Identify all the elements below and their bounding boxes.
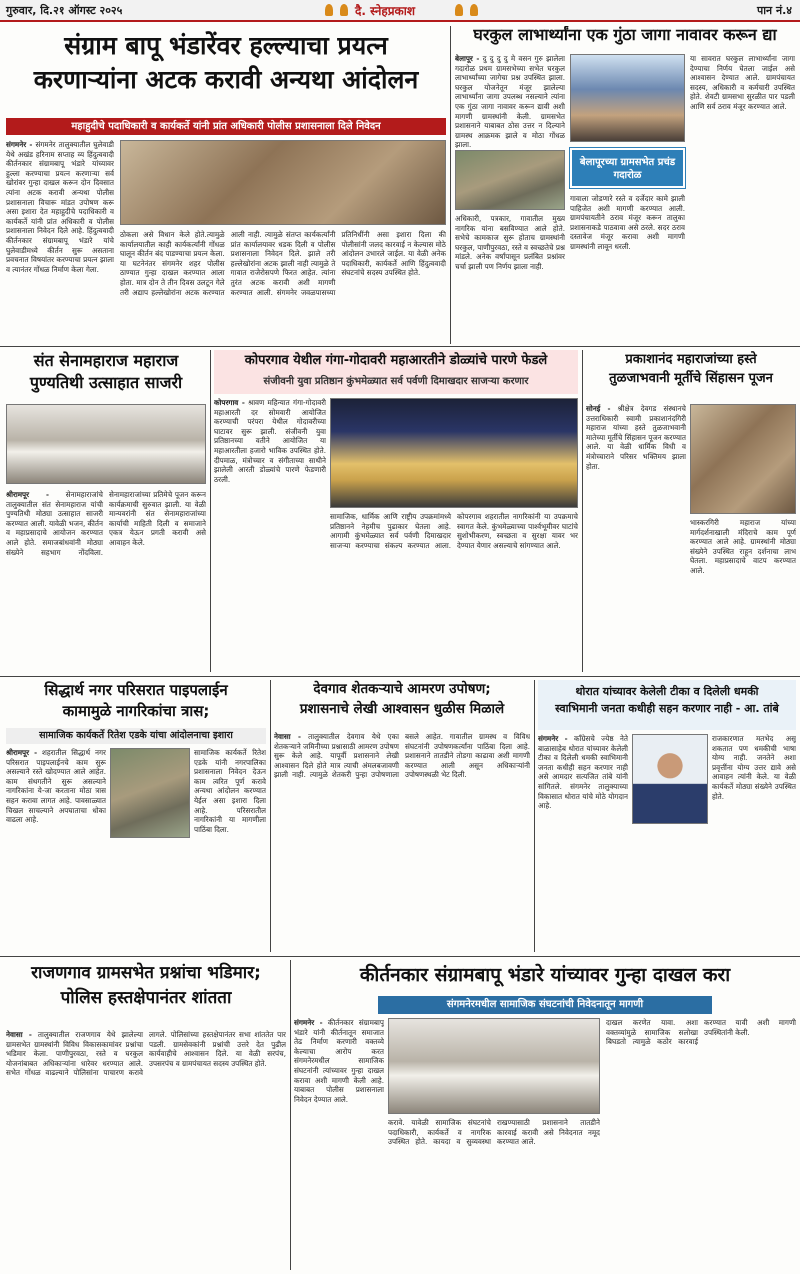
story1-headline: [6, 26, 446, 116]
lamp-icon: [340, 4, 348, 16]
story5-body-col2: [690, 518, 796, 672]
story1-body1: संगमनेर तालुक्यातील घुलेवाडी येथे अखंड हरिनाम सप्ताह व्य हिंदुत्ववादी कीर्तनकार संग्रामबापू भंडारे यांच्यावर हुल्ला करण्याचा प्रयत्न करणाऱ्या सर्व खोरांवर गुन्हा दाखल करून दोन दिवसात त्यांना अटक करावी अन्यथा पोलीस प्रशासनाला विचारू मांडत उपोषण करू असा इशारा देत महाहुदीचे पदाधिकारी व कार्यकर्ते यांनी प्रांत अधिकारी व पोलीस प्रशासनाला निवेदन दिले आहे. हिंदुत्ववादी कीर्तनकार संग्रामबापू भंडारे यांचे घुलेवाडीमध्ये कीर्तन सुरू असताना प्रवचनात विषयांतर करण्याचा प्रयत्न झाला व त्यानंतर गोंधळ निर्माण केला गेला.: [6, 140, 114, 274]
story5-dateline: सोनई -: [586, 404, 611, 413]
story10-subhead: संगमनेरमधील सामाजिक संघटनांची निवेदनातून मागणी: [378, 996, 712, 1014]
story3-headline-line2: पुण्यतिथी उत्साहात साजरी: [29, 372, 183, 392]
story1-body-cols: [120, 230, 446, 340]
story2-body-col3: [690, 54, 795, 342]
story3-headline: [6, 350, 206, 400]
story9-dateline: नेवासा -: [6, 1030, 32, 1039]
story6-headline-line1: सिद्धार्थ नगर परिसरात पाइपलाईन: [44, 681, 228, 699]
story5-body2: भास्करगिरी महाराज यांच्या मार्गदर्शनाखाली मंदिराचे काम पूर्ण करण्यात आले आहे. ग्रामस्थांनी मोठ्या संख्येने उपस्थित राहून दर्शनाचा लाभ घेतला. महाप्रसादाचे वाटप करण्यात आले.: [690, 518, 796, 575]
page-number: पान नं.४: [756, 4, 792, 17]
story5-headline-line2: तुळजाभवानी मूर्तीचे सिंहासन पूजन: [609, 371, 773, 387]
story8-portrait: [632, 734, 708, 824]
story4-body3: कोपरगाव शहरातील नागरिकांनी या उपक्रमाचे स्वागत केले. कुंभमेळ्याच्या पार्श्वभूमीवर घाटांचे सुशोभीकरण, स्वच्छता व सुरक्षा यावर भर देण्यात येणार असल्याचे सांगण्यात आले.: [457, 512, 578, 550]
story10-dateline: संगमनेर -: [294, 1018, 323, 1027]
story2-body1: दु दु दु दु मे वसन गुरु झालेला गदारोळ प्रथम ग्रामसभेच्या सभेत घरकुल लाभार्थ्यांच्या जागेचा प्रश्न उपस्थित झाला. घरकुल योजनेतून मंजूर झालेल्या लाभार्थ्यांना जागा उपलब्ध नसल्याने त्यांना एक गुंठा जागा नावावर करून द्यावी अशी मागणी ग्रामस्थांनी केली. ग्रामसभेत प्रशासनाने याबाबत ठोस उत्तर न दिल्याने ग्रामस्थ आक्रमक झाले व मोठा गोंधळ झाला.: [455, 54, 565, 150]
masthead: [0, 0, 800, 22]
story5-headline: [586, 350, 796, 400]
story10-body2: करावे. यावेळी सामाजिक संघटनांचे पदाधिकारी, कार्यकर्ते व नागरिक उपस्थित होते. कायदा व सुव्यवस्था राखण्यासाठी प्रशासनाने तातडीने कारवाई करावी असे निवेदनात नमूद करण्यात आले.: [388, 1118, 600, 1147]
story9-headline-line1: राजणगाव ग्रामसभेत प्रश्नांचा भडिमार;: [31, 963, 261, 983]
story2-body3: गावाला जोडणारे रस्ते व दर्जेदार कामे झाली पाहिजेत अशी मागणी करण्यात आली. ग्रामपंचायतीने ठराव मंजूर करून तालुका प्रशासनाकडे पाठवावा असे ठरले. सदर ठराव दस्तावेज मंजूर करावा अशी मागणी ग्रामस्थांनी लावून धरली.: [570, 194, 685, 251]
story6-body-col1: [6, 748, 106, 948]
story1-headline-line2: करणाऱ्यांना अटक करावी अन्यथा आंदोलन: [33, 64, 419, 94]
story2-photo2: [455, 150, 565, 210]
story8-body2: राजकारणात मतभेद असू शकतात पण धमकीची भाषा योग्य नाही. जनतेने अशा प्रवृत्तींना योग्य उत्तर द्यावे असे आवाहन त्यांनी केले. या वेळी कार्यकर्ते मोठ्या संख्येने उपस्थित होते.: [712, 734, 796, 801]
story10-body-cols: [388, 1118, 600, 1270]
story10-body1: कीर्तनकार संग्रामबापू भंडारे यांनी कीर्तनातून समाजात तेढ निर्माण करणारी वक्तव्ये केल्याचा आरोप करत संगमनेरमधील सामाजिक संघटनांनी त्यांच्यावर गुन्हा दाखल करावा अशी मागणी केली आहे. याबाबत पोलीस प्रशासनाला निवेदन देण्यात आले.: [294, 1018, 384, 1104]
story2-headline: घरकुल लाभार्थ्यांना एक गुंठा जागा नावावर करून द्या: [473, 26, 777, 44]
story1-headline-line1: संग्राम बापू भंडारेंवर हल्ल्याचा प्रयत्न: [64, 31, 388, 60]
story4-dateline: कोपरगाव -: [214, 398, 245, 407]
story8-headline: [538, 680, 796, 730]
story7-body: [274, 732, 530, 952]
story10-body3: दाखल करणेत यावा. अशा वक्तव्यांमुळे सामाजिक सलोखा बिघडतो त्यामुळे कठोर कारवाई करण्यात यावी अशी मागणी उपस्थितांनी केली.: [606, 1018, 796, 1047]
section-divider: [0, 676, 800, 677]
story2-callout: बेलापूरच्या ग्रामसभेत प्रचंड गदारोळ: [570, 148, 685, 188]
column-divider: [582, 350, 583, 672]
story5-headline-line1: प्रकाशानंद महाराजांच्या हस्ते: [625, 352, 757, 367]
story6-dateline: श्रीरामपूर -: [6, 748, 38, 757]
story8-body-col1: [538, 734, 628, 952]
column-divider: [450, 26, 451, 344]
story9-headline: [6, 960, 286, 1024]
section-divider: [0, 346, 800, 347]
story3-headline-line1: संत सेनामहाराज महाराज: [33, 351, 179, 370]
story5-body-col1: [586, 404, 686, 672]
story9-headline-line2: पोलिस हस्तक्षेपानंतर शांतता: [60, 987, 232, 1008]
story2-photo: [570, 54, 685, 142]
story7-body1: तालुक्यातील देवगाव येथे एका शेतकऱ्याने जमिनीच्या प्रश्नासाठी आमरण उपोषण सुरू केले आहे. यापूर्वी प्रशासनाने लेखी आश्वासन दिले होते मात्र त्याची अंमलबजावणी झाली नाही. त्यामुळे शेतकरी पुन्हा उपोषणाला बसले आहेत.: [274, 732, 444, 780]
story7-body2: गावातील ग्रामस्थ व विविध संघटनांनी उपोषणकर्त्यांना पाठिंबा दिला आहे. प्रशासनाने तातडीने तोडगा काढावा अशी मागणी करण्यात आली असून अधिकाऱ्यांनी उपोषणस्थळी भेट दिली.: [405, 732, 530, 780]
story5-body1: श्रीक्षेत्र देवगड संस्थानचे उत्तराधिकारी स्वामी प्रकाशानंदगिरी महाराज यांच्या हस्ते तुळजाभवानी मातेच्या मूर्तीचे सिंहासन पूजन करण्यात आले. या वेळी धार्मिक विधी व मंत्रोच्चाराने परिसर भक्तिमय झाला होता.: [586, 404, 686, 471]
lamp-icon: [325, 4, 333, 16]
story10-body-col3: [606, 1018, 796, 1270]
story9-body: [6, 1030, 286, 1270]
story4-body-cols: [330, 512, 578, 672]
story3-body: [6, 490, 206, 670]
story1-subhead: महाहुदीचे पदाधिकारी व कार्यकर्ते यांनी प्रांत अधिकारी पोलीस प्रशासनाला दिले निवेदन: [6, 118, 446, 135]
story4-photo: [330, 398, 578, 508]
paper-name: दै. स्नेहप्रकाश: [355, 4, 416, 18]
story2-body4: या सावरात घरकुल लाभार्थ्यांना जागा देण्याचा निर्णय घेतला जाईल असे आश्वासन देण्यात आले. ग्रामपंचायत सदस्य, अधिकारी व कर्मचारी उपस्थित होते. शेवटी ग्रामसभा सुरळीत पार पडली आणि सर्व ठराव मंजूर करण्यात आले.: [690, 54, 795, 111]
story4-body-col1: [214, 398, 326, 672]
story3-dateline: श्रीरामपूर -: [6, 490, 50, 499]
story4-body2: सामाजिक, धार्मिक आणि राष्ट्रीय उपक्रमांमध्ये प्रतिष्ठानने नेहमीच पुढाकार घेतला आहे. आगामी कुंभमेळ्यात सर्व पर्वणी दिमाखदार साजऱ्या करण्याचा संकल्प करण्यात आला.: [330, 512, 451, 550]
story4-body1: श्रावण महिन्यात गंगा-गोदावरी महाआरती दर सोमवारी आयोजित करण्याची परंपरा येथील गोदावरीच्या घाटावर सुरू झाली. संजीवनी युवा प्रतिष्ठानच्या वतीने आयोजित या महाआरतीला हजारो भाविक उपस्थित होते. दीपमाळ, मंत्रोच्चार व संगीताच्या साथीने झालेली आरती डोळ्यांचे पारणे फेडणारी ठरली.: [214, 398, 326, 484]
story2-body-col1b: [455, 214, 565, 342]
story8-headline-line1: थोरात यांच्यावर केलेली टीका व दिलेली धमकी: [575, 685, 759, 698]
story8-body1: काँग्रेसचे ज्येष्ठ नेते बाळासाहेब थोरात यांच्यावर केलेली टीका व दिलेली धमकी स्वाभिमानी जनता कधीही सहन करणार नाही असे आमदार सत्यजित तांबे यांनी सांगितले. संगमनेर तालुक्याच्या विकासात थोरात यांचे मोठे योगदान आहे.: [538, 734, 628, 811]
story1-body2: ठोकला असे विधान केले होते.त्यामुळे कार्यालयातील काही कार्यकर्त्यांनी गोंधळ घालून कीर्तन बंद पाडण्याचा प्रयत्न केला. या घटनेनंतर संगमनेर शहर पोलीस ठाण्यात गुन्हा दाखल करण्यात आला होता. मात्र दोन ते तीन दिवस उलटून गेले तरी अद्याप हल्लेखोरांना अटक करण्यात आली नाही. त्यामुळे संतप्त कार्यकर्त्यांनी प्रांत कार्यालयावर धडक दिली व पोलीस प्रशासनाला निवेदन दिले.: [120, 230, 336, 297]
story6-body2: सामाजिक कार्यकर्ते रितेश एडके यांनी नगरपालिका प्रशासनाला निवेदन देऊन काम त्वरित पूर्ण करावे अन्यथा आंदोलन करण्यात येईल असा इशारा दिला आहे. परिसरातील नागरिकांनी या मागणीला पाठिंबा दिला.: [194, 748, 266, 834]
story3-body2: सेनामहाराजांच्या प्रतिमेचे पूजन करून कार्यक्रमाची सुरुवात झाली. या वेळी मान्यवरांनी संत सेनामहाराजांच्या कार्याची माहिती दिली व समाजाने एकत्र येऊन प्रगती करावी असे आवाहन केले.: [109, 490, 206, 547]
story6-photo: [110, 748, 190, 838]
story7-dateline: नेवासा -: [274, 732, 301, 741]
story1-body3: झाले तरी हल्लेखोरांना अटक झाली नाही त्यामुळे ते गावात राजेरोसपणे फिरत आहेत. त्यांना तुरंत अटक करावी अशी मागणी करण्यात आली. संगमनेर जवळपासच्या प्रतिनिधींनी असा इशारा दिला की पोलीसांनी जलद कारवाई न केल्यास मोठे आंदोलन उभारले जाईल. या वेळी अनेक पदाधिकारी, कार्यकर्ते आणि हिंदुत्ववादी संघटनांचे सदस्य उपस्थित होते.: [230, 230, 446, 297]
story4-head-band: [214, 350, 578, 394]
story3-photo: [6, 404, 206, 484]
story5-photo: [690, 404, 796, 514]
story1-body-col1: [6, 140, 114, 340]
story7-headline-line2: प्रशासनाचे लेखी आश्वासन धुळीस मिळाले: [299, 700, 505, 717]
story8-headline-line2: स्वाभिमानी जनता कधीही सहन करणार नाही - आ. तांबे: [555, 702, 779, 716]
story6-body-col3: [194, 748, 266, 948]
story6-subhead: सामाजिक कार्यकर्ते रितेश एडके यांचा आंदोलनाचा इशारा: [6, 728, 266, 744]
column-divider: [290, 960, 291, 1270]
issue-date: गुरुवार, दि.२१ ऑगस्ट २०२५: [6, 4, 123, 17]
lamp-icon: [470, 4, 478, 16]
column-divider: [210, 350, 211, 672]
story6-headline-line2: कामामुळे नागरिकांचा त्रास;: [62, 701, 210, 720]
section-divider: [0, 956, 800, 957]
story7-headline: [274, 680, 530, 728]
story1-dateline: संगमनेर -: [6, 140, 33, 149]
story4-headline: कोपरगाव येथील गंगा-गोदावरी महाआरतीने डोळ्यांचे पारणे फेडले: [244, 353, 548, 368]
story8-body-col3: [712, 734, 796, 952]
column-divider: [534, 680, 535, 952]
story4-subhead: संजीवनी युवा प्रतिष्ठान कुंभमेळ्यात सर्व पर्वणी दिमाखदार साजऱ्या करणार: [263, 376, 529, 388]
story10-body-col1: [294, 1018, 384, 1270]
story9-body1: तालुक्यातील राजणगाव येथे झालेल्या ग्रामसभेत ग्रामस्थांनी विविध विकासकामांवर प्रश्नांचा भडिमार केला. पाणीपुरवठा, रस्ते व घरकुल योजनांबाबत अधिकाऱ्यांना धारेवर धरण्यात आले. सभेत गोंधळ वाढल्याने पोलिसांना पाचारण करावे लागले.: [6, 1030, 167, 1078]
story2-body-col2: [570, 194, 685, 342]
story9-body2: पोलिसांच्या हस्तक्षेपानंतर सभा शांततेत पार पडली. ग्रामसेवकांनी प्रश्नांची उत्तरे देत पुढील कार्यवाहीचे आश्वासन दिले. या वेळी सरपंच, उपसरपंच व ग्रामपंचायत सदस्य उपस्थित होते.: [149, 1030, 286, 1068]
story10-photo: [388, 1018, 600, 1114]
story3-body1: सेनामहाराजांचे तालुक्यातील संत सेनामहाराज यांची पुण्यतिथी मोठ्या उत्साहात साजरी करण्यात आली. यावेळी भजन, कीर्तन व महाप्रसादाचे आयोजन करण्यात आले होते. समाजबांधवांनी मोठ्या संख्येने सहभाग नोंदविला.: [6, 490, 103, 557]
story7-headline-line1: देवगाव शेतकऱ्याचे आमरण उपोषण;: [313, 681, 491, 697]
lamp-icon: [455, 4, 463, 16]
story2-body2: अधिकारी, पत्रकार, गावातील मुख्य नागरिक यांना बसविण्यात आले होते. सभेचे कामकाज सुरू होताच ग्रामस्थांनी घरकुल, पाणीपुरवठा, रस्ते व स्वच्छतेचे प्रश्न मांडले. अनेक वर्षांपासून प्रलंबित प्रश्नांवर चर्चा झाली पण निर्णय झाला नाही.: [455, 214, 565, 271]
story8-dateline: संगमनेर -: [538, 734, 568, 743]
story10-headline: कीर्तनकार संग्रामबापू भंडारे यांच्यावर गुन्हा दाखल करा: [359, 964, 731, 986]
story2-dateline: बेलापूर -: [455, 54, 480, 63]
story6-body1: शहरातील सिद्धार्थ नगर परिसरात पाइपलाईनचे काम सुरू असल्याने रस्ते खोदण्यात आले आहेत. काम संथगतीने सुरू असल्याने नागरिकांना ये-जा करताना मोठा त्रास सहन करावा लागत आहे. पावसाळ्यात चिखल साचल्याने अपघाताचा धोका वाढला आहे.: [6, 748, 106, 825]
story1-photo: [120, 140, 446, 225]
column-divider: [270, 680, 271, 952]
